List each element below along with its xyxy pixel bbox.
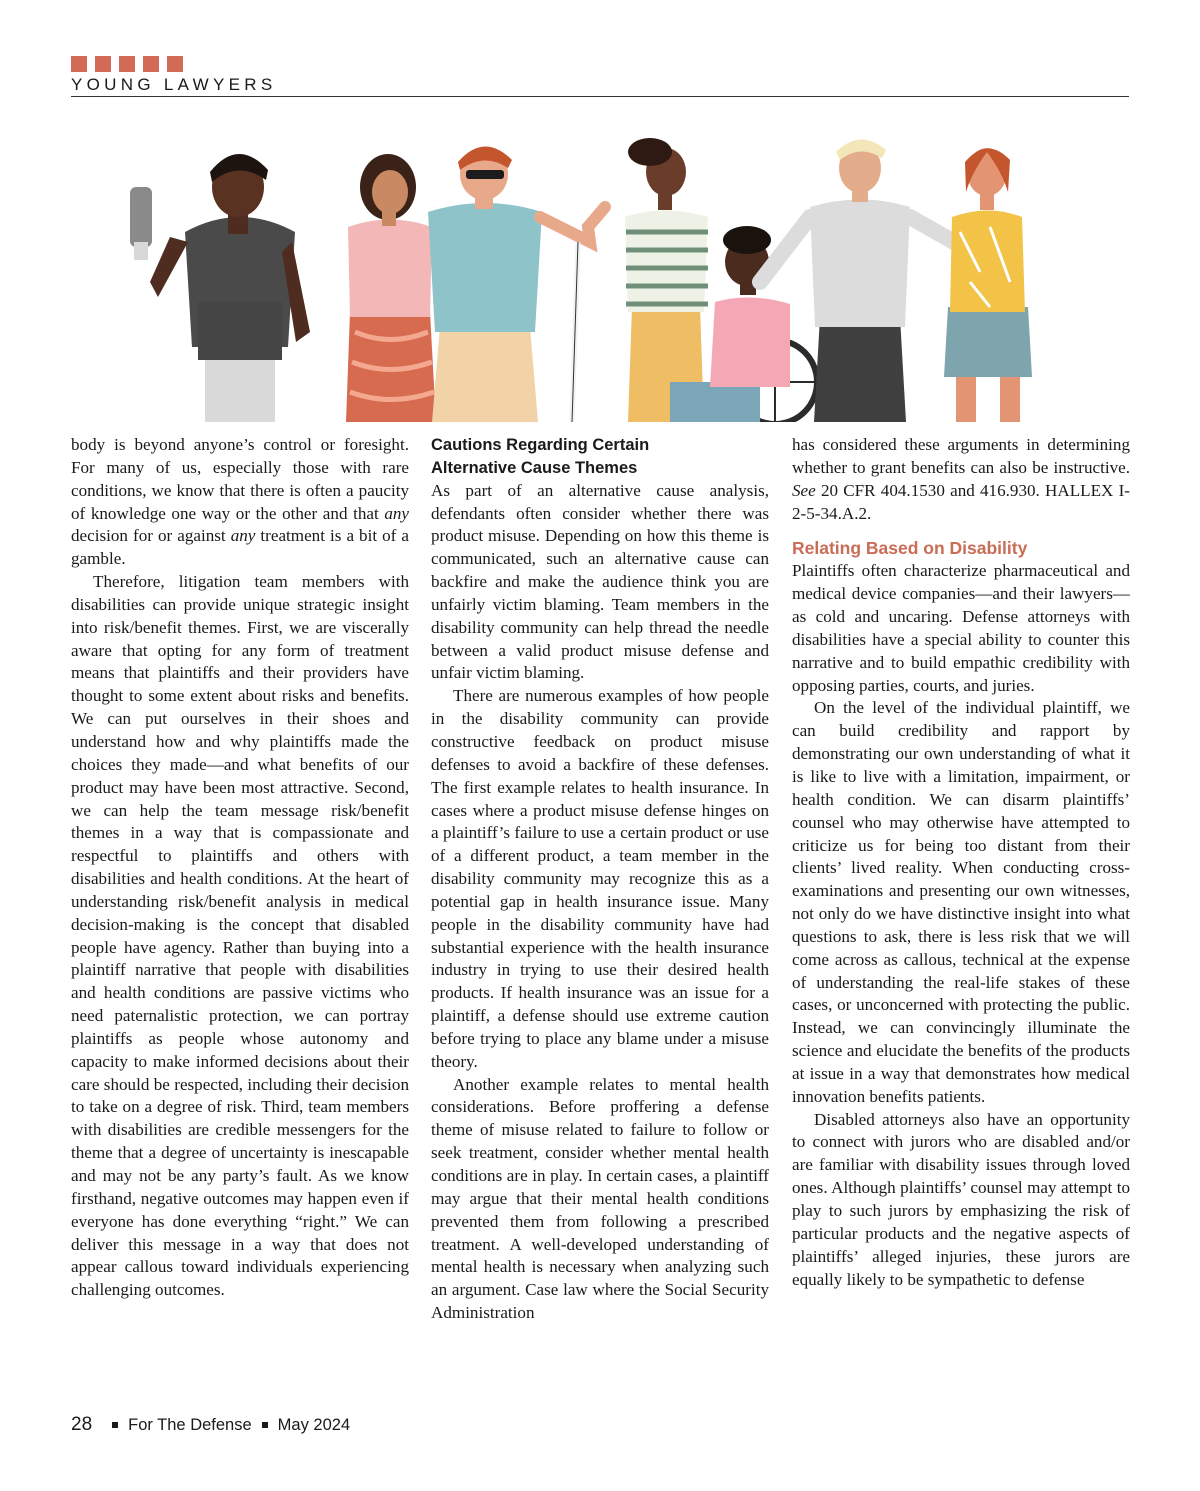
- column1-paragraph-1: body is beyond anyone’s control or foresight. For many of us, especially those with rare conditions, we know that there is often a paucity of knowledge one way or the other and that any decision for or against any treatment is a bit of a gamble.: [71, 435, 410, 569]
- person-pink-top: [346, 154, 436, 422]
- subheading-relating-disability: Relating Based on Disability: [792, 538, 1028, 559]
- article-column-2: [431, 434, 769, 1325]
- person-yellow-top: [944, 148, 1032, 422]
- column3-paragraph-2: On the level of the individual plaintiff, we can build credibility and rapport by demonstrating our own understanding of what it is like to live with a limitation, impairment, or health condition. We can disarm plaintiffs’ counsel who may otherwise have attempted to criticize us for being too distant from their clients’ lived reality. When conducting cross-examinations and presenting our own witnesses, not only do we have distinctive insight into what questions to ask, there is less risk that we will come across as callous, technical at the expense of understanding the real-life stakes of these cases, or unconcerned with protecting the public. Instead, we can convincingly illuminate the science and elucidate the benefits of the products at issue in a way that demonstrates how medical innovation benefits patients.: [792, 698, 1130, 1106]
- section-label: YOUNG LAWYERS: [71, 75, 277, 94]
- column3-paragraph-intro: has considered these arguments in determining whether to grant benefits can also be instructive. See 20 CFR 404.1530 and 416.930. HALLEX I-2-5-34.A.2.: [792, 435, 1130, 523]
- page-number: 28: [71, 1414, 93, 1435]
- column3-paragraph-3: Disabled attorneys also have an opportunity to connect with jurors who are disabled and/or are familiar with disability issues through loved ones. Although plaintiffs’ counsel may attempt to play to such jurors by emphasizing the risk of particular products and the negative aspects of plaintiffs’ alleged injuries, these jurors are equally likely to be sympathetic to defense: [792, 1109, 1130, 1289]
- person-prosthetic-arm: [130, 154, 310, 422]
- column2-paragraph-2: There are numerous examples of how people in the disability community can provide constructive feedback on product misuse defenses to avoid a backfire of these defenses. The first example relates to health insurance. In cases where a product misuse defense hinges on a plaintiff’s failure to use a certain product or use of a different product, a team member in the disability community may recognize this as a potential gap in health insurance issue. Many people in the disability community have had substantial experience with the health insurance industry in trying to use their desired health products. If health insurance was an issue for a plaintiff, a defense should use extreme caution before trying to place any blame under a misuse theory.: [431, 686, 769, 1071]
- person-blond-man: [760, 139, 968, 422]
- footer-bullet: [112, 1422, 118, 1428]
- article-column-1: [71, 434, 409, 1302]
- column3-paragraph-1: Plaintiffs often characterize pharmaceutical and medical device companies—and their lawyers—as cold and uncaring. Defense attorneys with disabilities have a special ability to counter this narrative and to build empathic credibility with opposing parties, courts, and juries.: [792, 561, 1130, 695]
- issue-date: May 2024: [277, 1415, 351, 1434]
- column2-paragraph-3: Another example relates to mental health considerations. Before proffering a defense theme of misuse related to failure to follow or seek treatment, consider whether mental health conditions are in play. In certain cases, a plaintiff may argue that their mental health conditions prevented them from following a prescribed treatment. A well-developed understanding of mental health is necessary when analyzing such an argument. Case law where the Social Security Administration: [431, 1074, 769, 1323]
- header-rule: [71, 96, 1129, 97]
- header-squares-ornament: [71, 56, 1129, 72]
- column1-paragraph-2: Therefore, litigation team members with disabilities can provide unique strategic insight into risk/benefit themes. First, we are viscerally aware that opting for any form of treatment means that plaintiffs and their providers have thought to some extent about risks and benefits. We can put ourselves in their shoes and understand how and why plaintiffs made the choices they made—and what benefits of our product may have been most attractive. Second, we can help the team message risk/benefit themes in a way that is compassionate and respectful to plaintiffs and others with disabilities and health conditions. At the heart of understanding risk/benefit analysis in medical decision-making is the concept that disabled people have agency. Rather than buying into a plaintiff narrative that people with disabilities and health conditions are passive victims who need paternalistic protection, we can portray plaintiffs as people whose autonomy and capacity to make informed decisions about their care should be respected, including their decision to take on a degree of risk. Third, team members with disabilities are credible messengers for the theme that a degree of uncertainty is inescapable and may not be any party’s fault. As we know firsthand, negative outcomes may happen even if everyone has done everything “right.” We can deliver this message in a way that does not appear callous toward individuals experiencing challenging outcomes.: [71, 572, 409, 1300]
- subheading-cautions: Cautions Regarding Certain Alternative Cause Themes: [431, 436, 650, 477]
- publication-name: For The Defense: [128, 1415, 252, 1434]
- person-striped-top: [625, 138, 708, 422]
- footer-bullet: [262, 1422, 268, 1428]
- person-blind-cane: [428, 146, 605, 422]
- page-header: [71, 56, 1129, 94]
- page-footer: [71, 1414, 350, 1436]
- diverse-people-illustration: [110, 132, 1090, 422]
- article-column-3: [792, 434, 1130, 1291]
- column2-paragraph-1: As part of an alternative cause analysis, defendants often consider whether there was product misuse. Depending on how this theme is communicated, such an alternative cause can backfire and make the audience think you are unfairly victim blaming. Team members in the disability community can help thread the needle between a valid product misuse defense and unfair victim blaming.: [431, 480, 769, 683]
